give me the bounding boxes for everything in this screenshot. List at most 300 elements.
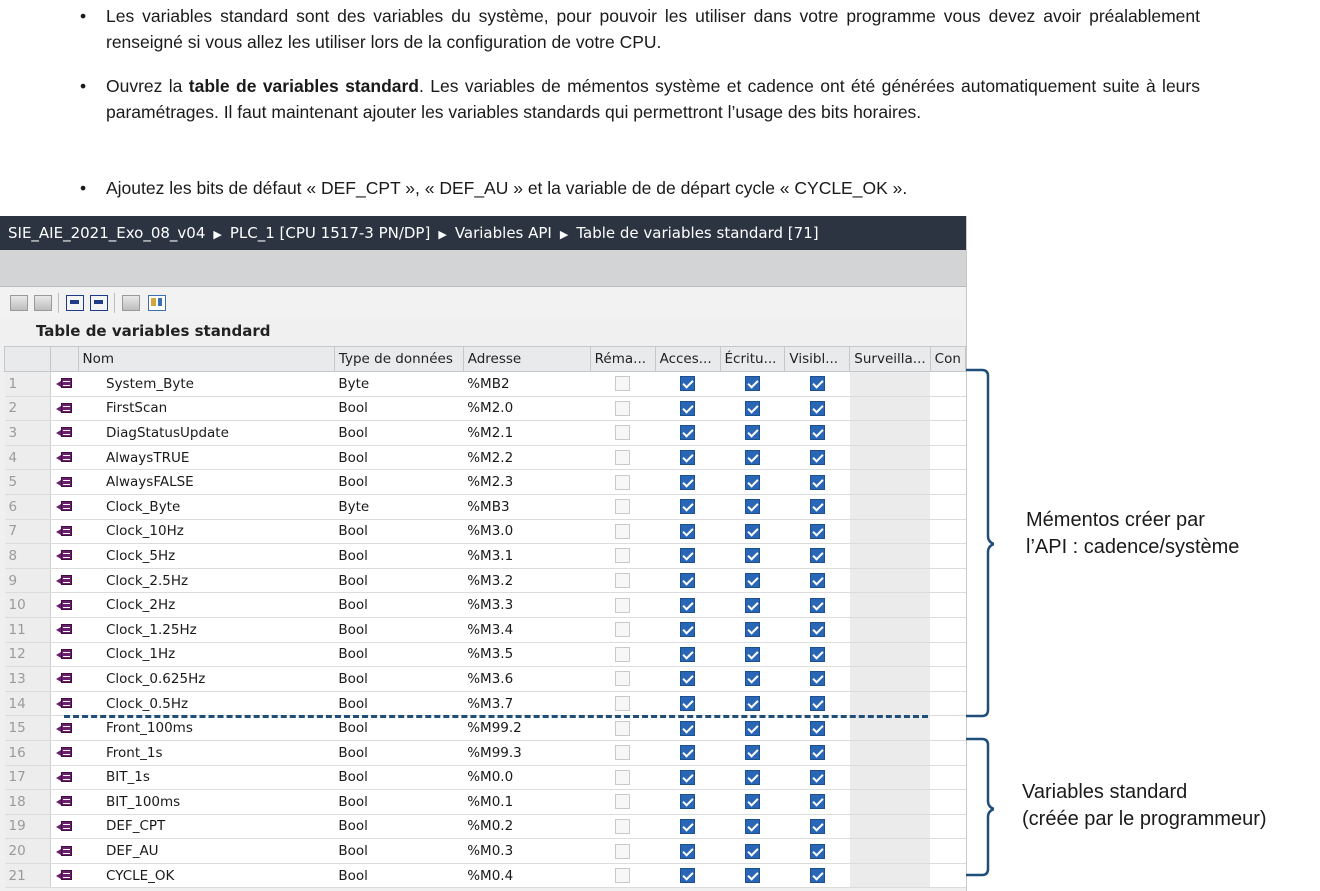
- visible-cell[interactable]: [785, 568, 850, 593]
- address[interactable]: %M2.2: [463, 445, 590, 470]
- address[interactable]: %M0.2: [463, 814, 590, 839]
- write-checkbox[interactable]: [745, 647, 760, 662]
- retain-checkbox[interactable]: [615, 425, 630, 440]
- visible-checkbox[interactable]: [810, 598, 825, 613]
- access-checkbox[interactable]: [680, 548, 695, 563]
- visible-checkbox[interactable]: [810, 868, 825, 883]
- access-cell[interactable]: [655, 544, 720, 569]
- retain-cell[interactable]: [590, 814, 655, 839]
- data-type[interactable]: Bool: [334, 814, 463, 839]
- write-checkbox[interactable]: [745, 819, 760, 834]
- retain-checkbox[interactable]: [615, 868, 630, 883]
- access-checkbox[interactable]: [680, 622, 695, 637]
- separator-dashed-line: [64, 715, 928, 718]
- address[interactable]: %M3.1: [463, 544, 590, 569]
- visible-checkbox[interactable]: [810, 376, 825, 391]
- write-cell[interactable]: [720, 421, 785, 446]
- access-cell[interactable]: [655, 667, 720, 692]
- write-cell[interactable]: [720, 470, 785, 495]
- write-checkbox[interactable]: [745, 524, 760, 539]
- visible-cell[interactable]: [785, 667, 850, 692]
- variable-name[interactable]: DEF_AU: [78, 839, 334, 864]
- write-cell[interactable]: [720, 691, 785, 716]
- row-number: 13: [5, 667, 51, 692]
- write-checkbox[interactable]: [745, 622, 760, 637]
- address[interactable]: %M99.3: [463, 740, 590, 765]
- retain-checkbox[interactable]: [615, 475, 630, 490]
- retain-cell[interactable]: [590, 790, 655, 815]
- variable-name[interactable]: Clock_5Hz: [78, 544, 334, 569]
- data-type[interactable]: Bool: [334, 642, 463, 667]
- access-cell[interactable]: [655, 494, 720, 519]
- variable-name[interactable]: FirstScan: [78, 396, 334, 421]
- visible-checkbox[interactable]: [810, 745, 825, 760]
- data-type[interactable]: Bool: [334, 396, 463, 421]
- write-checkbox[interactable]: [745, 475, 760, 490]
- visible-checkbox[interactable]: [810, 721, 825, 736]
- breadcrumb-arrow-icon: ▶: [559, 228, 569, 241]
- table-row[interactable]: [5, 494, 966, 519]
- col-header-comment[interactable]: Con: [930, 347, 965, 372]
- access-checkbox[interactable]: [680, 696, 695, 711]
- write-cell[interactable]: [720, 396, 785, 421]
- access-checkbox[interactable]: [680, 598, 695, 613]
- comment[interactable]: [930, 667, 965, 692]
- data-type[interactable]: Byte: [334, 372, 463, 397]
- data-type[interactable]: Bool: [334, 839, 463, 864]
- retain-checkbox[interactable]: [615, 696, 630, 711]
- retain-checkbox[interactable]: [615, 819, 630, 834]
- comment[interactable]: [930, 544, 965, 569]
- retain-cell[interactable]: [590, 494, 655, 519]
- visible-checkbox[interactable]: [810, 524, 825, 539]
- table-row[interactable]: [5, 814, 966, 839]
- comment[interactable]: [930, 396, 965, 421]
- address[interactable]: %M0.0: [463, 765, 590, 790]
- access-checkbox[interactable]: [680, 770, 695, 785]
- table-row[interactable]: [5, 839, 966, 864]
- write-checkbox[interactable]: [745, 598, 760, 613]
- comment[interactable]: [930, 765, 965, 790]
- access-cell[interactable]: [655, 470, 720, 495]
- visible-cell[interactable]: [785, 765, 850, 790]
- table-row[interactable]: [5, 863, 966, 888]
- breadcrumb-project[interactable]: SIE_AIE_2021_Exo_08_v04: [8, 224, 206, 242]
- retain-checkbox[interactable]: [615, 770, 630, 785]
- retain-cell[interactable]: [590, 396, 655, 421]
- write-checkbox[interactable]: [745, 696, 760, 711]
- address[interactable]: %M2.1: [463, 421, 590, 446]
- retain-checkbox[interactable]: [615, 794, 630, 809]
- retain-cell[interactable]: [590, 617, 655, 642]
- access-cell[interactable]: [655, 445, 720, 470]
- retain-cell[interactable]: [590, 642, 655, 667]
- address[interactable]: %MB3: [463, 494, 590, 519]
- access-checkbox[interactable]: [680, 844, 695, 859]
- retain-cell[interactable]: [590, 519, 655, 544]
- insert-row-icon[interactable]: [34, 295, 52, 311]
- variable-name[interactable]: Clock_1.25Hz: [78, 617, 334, 642]
- visible-checkbox[interactable]: [810, 475, 825, 490]
- breadcrumb-plc-tags[interactable]: Variables API: [454, 224, 552, 242]
- visible-checkbox[interactable]: [810, 770, 825, 785]
- write-checkbox[interactable]: [745, 721, 760, 736]
- visible-checkbox[interactable]: [810, 844, 825, 859]
- retain-checkbox[interactable]: [615, 647, 630, 662]
- col-header-visible[interactable]: Visibl...: [785, 347, 850, 372]
- write-cell[interactable]: [720, 445, 785, 470]
- import-icon[interactable]: [90, 295, 108, 311]
- access-checkbox[interactable]: [680, 794, 695, 809]
- table-row[interactable]: [5, 396, 966, 421]
- visible-cell[interactable]: [785, 740, 850, 765]
- address[interactable]: %M3.7: [463, 691, 590, 716]
- monitor-value: [850, 421, 930, 446]
- col-header-name[interactable]: Nom: [78, 347, 334, 372]
- retain-cell[interactable]: [590, 421, 655, 446]
- access-cell[interactable]: [655, 740, 720, 765]
- access-checkbox[interactable]: [680, 376, 695, 391]
- variable-name[interactable]: Clock_1Hz: [78, 642, 334, 667]
- variable-name[interactable]: Clock_Byte: [78, 494, 334, 519]
- write-cell[interactable]: [720, 716, 785, 741]
- col-header-write[interactable]: Écritu...: [720, 347, 785, 372]
- table-row[interactable]: [5, 790, 966, 815]
- data-type[interactable]: Bool: [334, 519, 463, 544]
- address[interactable]: %M3.5: [463, 642, 590, 667]
- retain-cell[interactable]: [590, 839, 655, 864]
- col-header-type[interactable]: Type de données: [334, 347, 463, 372]
- address[interactable]: %M0.3: [463, 839, 590, 864]
- table-row[interactable]: [5, 593, 966, 618]
- address[interactable]: %M2.3: [463, 470, 590, 495]
- access-checkbox[interactable]: [680, 819, 695, 834]
- comment[interactable]: [930, 642, 965, 667]
- write-cell[interactable]: [720, 667, 785, 692]
- retain-checkbox[interactable]: [615, 721, 630, 736]
- retain-cell[interactable]: [590, 716, 655, 741]
- visible-cell[interactable]: [785, 519, 850, 544]
- comment[interactable]: [930, 740, 965, 765]
- variable-name[interactable]: AlwaysTRUE: [78, 445, 334, 470]
- retain-cell[interactable]: [590, 372, 655, 397]
- comment[interactable]: [930, 691, 965, 716]
- visible-cell[interactable]: [785, 839, 850, 864]
- access-checkbox[interactable]: [680, 745, 695, 760]
- visible-cell[interactable]: [785, 372, 850, 397]
- visible-cell[interactable]: [785, 790, 850, 815]
- visible-cell[interactable]: [785, 421, 850, 446]
- access-checkbox[interactable]: [680, 721, 695, 736]
- write-cell[interactable]: [720, 519, 785, 544]
- access-checkbox[interactable]: [680, 573, 695, 588]
- visible-cell[interactable]: [785, 691, 850, 716]
- visible-checkbox[interactable]: [810, 647, 825, 662]
- retain-checkbox[interactable]: [615, 524, 630, 539]
- comment[interactable]: [930, 790, 965, 815]
- retain-cell[interactable]: [590, 445, 655, 470]
- write-checkbox[interactable]: [745, 425, 760, 440]
- visible-checkbox[interactable]: [810, 425, 825, 440]
- visible-cell[interactable]: [785, 716, 850, 741]
- monitor-icon[interactable]: [122, 295, 140, 311]
- data-type[interactable]: Bool: [334, 568, 463, 593]
- visible-cell[interactable]: [785, 470, 850, 495]
- data-type[interactable]: Bool: [334, 445, 463, 470]
- access-cell[interactable]: [655, 839, 720, 864]
- write-cell[interactable]: [720, 790, 785, 815]
- retain-cell[interactable]: [590, 740, 655, 765]
- write-cell[interactable]: [720, 372, 785, 397]
- retain-checkbox[interactable]: [615, 598, 630, 613]
- write-checkbox[interactable]: [745, 573, 760, 588]
- access-checkbox[interactable]: [680, 475, 695, 490]
- data-type[interactable]: Bool: [334, 421, 463, 446]
- table-row[interactable]: [5, 519, 966, 544]
- retain-cell[interactable]: [590, 691, 655, 716]
- access-cell[interactable]: [655, 593, 720, 618]
- retain-checkbox[interactable]: [615, 450, 630, 465]
- variable-name[interactable]: CYCLE_OK: [78, 863, 334, 888]
- access-checkbox[interactable]: [680, 524, 695, 539]
- visible-cell[interactable]: [785, 863, 850, 888]
- retain-cell[interactable]: [590, 863, 655, 888]
- retain-checkbox[interactable]: [615, 401, 630, 416]
- visible-cell[interactable]: [785, 814, 850, 839]
- access-cell[interactable]: [655, 642, 720, 667]
- table-row[interactable]: [5, 691, 966, 716]
- write-checkbox[interactable]: [745, 794, 760, 809]
- address[interactable]: %M3.0: [463, 519, 590, 544]
- access-cell[interactable]: [655, 617, 720, 642]
- visible-checkbox[interactable]: [810, 573, 825, 588]
- access-checkbox[interactable]: [680, 401, 695, 416]
- data-type[interactable]: Bool: [334, 617, 463, 642]
- write-cell[interactable]: [720, 494, 785, 519]
- access-cell[interactable]: [655, 790, 720, 815]
- variable-name[interactable]: BIT_100ms: [78, 790, 334, 815]
- visible-checkbox[interactable]: [810, 696, 825, 711]
- data-type[interactable]: Bool: [334, 740, 463, 765]
- visible-checkbox[interactable]: [810, 401, 825, 416]
- visible-cell[interactable]: [785, 642, 850, 667]
- visible-cell[interactable]: [785, 396, 850, 421]
- address[interactable]: %M99.2: [463, 716, 590, 741]
- comment[interactable]: [930, 494, 965, 519]
- visible-checkbox[interactable]: [810, 450, 825, 465]
- access-checkbox[interactable]: [680, 647, 695, 662]
- retain-checkbox[interactable]: [615, 573, 630, 588]
- write-checkbox[interactable]: [745, 671, 760, 686]
- comment[interactable]: [930, 519, 965, 544]
- variable-name[interactable]: Clock_0.625Hz: [78, 667, 334, 692]
- write-cell[interactable]: [720, 740, 785, 765]
- variable-name[interactable]: BIT_1s: [78, 765, 334, 790]
- address[interactable]: %M3.2: [463, 568, 590, 593]
- write-checkbox[interactable]: [745, 868, 760, 883]
- export-icon[interactable]: [66, 295, 84, 311]
- table-row[interactable]: [5, 470, 966, 495]
- access-cell[interactable]: [655, 396, 720, 421]
- col-header-access[interactable]: Acces...: [655, 347, 720, 372]
- variable-name[interactable]: Clock_10Hz: [78, 519, 334, 544]
- write-checkbox[interactable]: [745, 450, 760, 465]
- access-cell[interactable]: [655, 372, 720, 397]
- retain-checkbox[interactable]: [615, 745, 630, 760]
- access-cell[interactable]: [655, 863, 720, 888]
- data-type[interactable]: Bool: [334, 593, 463, 618]
- retain-cell[interactable]: [590, 544, 655, 569]
- retain-cell[interactable]: [590, 470, 655, 495]
- breadcrumb-tag-table[interactable]: Table de variables standard [71]: [576, 224, 819, 242]
- retain-checkbox[interactable]: [615, 844, 630, 859]
- address[interactable]: %MB2: [463, 372, 590, 397]
- breadcrumb-plc[interactable]: PLC_1 [CPU 1517-3 PN/DP]: [229, 224, 431, 242]
- variable-name[interactable]: AlwaysFALSE: [78, 470, 334, 495]
- access-checkbox[interactable]: [680, 671, 695, 686]
- visible-cell[interactable]: [785, 445, 850, 470]
- data-type[interactable]: Bool: [334, 544, 463, 569]
- visible-cell[interactable]: [785, 617, 850, 642]
- retain-cell[interactable]: [590, 765, 655, 790]
- table-row[interactable]: [5, 568, 966, 593]
- visible-checkbox[interactable]: [810, 819, 825, 834]
- col-header-address[interactable]: Adresse: [463, 347, 590, 372]
- address[interactable]: %M3.6: [463, 667, 590, 692]
- access-checkbox[interactable]: [680, 868, 695, 883]
- data-type[interactable]: Bool: [334, 470, 463, 495]
- comment[interactable]: [930, 593, 965, 618]
- variable-name[interactable]: DEF_CPT: [78, 814, 334, 839]
- variable-name[interactable]: Clock_0.5Hz: [78, 691, 334, 716]
- data-type[interactable]: Bool: [334, 667, 463, 692]
- variable-name[interactable]: System_Byte: [78, 372, 334, 397]
- access-checkbox[interactable]: [680, 450, 695, 465]
- retain-checkbox[interactable]: [615, 671, 630, 686]
- access-cell[interactable]: [655, 716, 720, 741]
- retain-cell[interactable]: [590, 667, 655, 692]
- table-row[interactable]: [5, 716, 966, 741]
- table-row[interactable]: [5, 544, 966, 569]
- comment[interactable]: [930, 568, 965, 593]
- col-header-retain[interactable]: Réma...: [590, 347, 655, 372]
- comment[interactable]: [930, 814, 965, 839]
- variable-tag-icon: [56, 501, 73, 512]
- access-checkbox[interactable]: [680, 425, 695, 440]
- visible-cell[interactable]: [785, 494, 850, 519]
- address[interactable]: %M2.0: [463, 396, 590, 421]
- access-cell[interactable]: [655, 519, 720, 544]
- retain-cell[interactable]: [590, 568, 655, 593]
- data-type[interactable]: Bool: [334, 790, 463, 815]
- visible-checkbox[interactable]: [810, 499, 825, 514]
- col-header-monitor[interactable]: Surveilla...: [850, 347, 930, 372]
- visible-cell[interactable]: [785, 593, 850, 618]
- comment[interactable]: [930, 716, 965, 741]
- comment[interactable]: [930, 839, 965, 864]
- write-cell[interactable]: [720, 642, 785, 667]
- data-type[interactable]: Bool: [334, 863, 463, 888]
- table-row[interactable]: [5, 421, 966, 446]
- write-cell[interactable]: [720, 863, 785, 888]
- visible-checkbox[interactable]: [810, 671, 825, 686]
- data-type[interactable]: Bool: [334, 765, 463, 790]
- properties-icon[interactable]: [148, 295, 166, 311]
- access-checkbox[interactable]: [680, 499, 695, 514]
- table-row[interactable]: [5, 617, 966, 642]
- visible-cell[interactable]: [785, 544, 850, 569]
- system-annotation-line2: l’API : cadence/système: [1026, 536, 1240, 558]
- retain-checkbox[interactable]: [615, 622, 630, 637]
- monitor-value: [850, 667, 930, 692]
- table-row[interactable]: [5, 765, 966, 790]
- variable-name[interactable]: Front_1s: [78, 740, 334, 765]
- comment[interactable]: [930, 470, 965, 495]
- table-row[interactable]: [5, 667, 966, 692]
- write-checkbox[interactable]: [745, 376, 760, 391]
- visible-checkbox[interactable]: [810, 622, 825, 637]
- comment[interactable]: [930, 863, 965, 888]
- variable-name[interactable]: Front_100ms: [78, 716, 334, 741]
- retain-checkbox[interactable]: [615, 548, 630, 563]
- write-cell[interactable]: [720, 617, 785, 642]
- comment[interactable]: [930, 372, 965, 397]
- write-checkbox[interactable]: [745, 401, 760, 416]
- access-cell[interactable]: [655, 691, 720, 716]
- data-type[interactable]: Bool: [334, 691, 463, 716]
- write-checkbox[interactable]: [745, 548, 760, 563]
- write-checkbox[interactable]: [745, 745, 760, 760]
- access-cell[interactable]: [655, 814, 720, 839]
- table-row[interactable]: [5, 445, 966, 470]
- variable-name[interactable]: Clock_2Hz: [78, 593, 334, 618]
- retain-checkbox[interactable]: [615, 376, 630, 391]
- comment[interactable]: [930, 617, 965, 642]
- write-cell[interactable]: [720, 593, 785, 618]
- write-cell[interactable]: [720, 568, 785, 593]
- write-cell[interactable]: [720, 839, 785, 864]
- access-cell[interactable]: [655, 568, 720, 593]
- write-checkbox[interactable]: [745, 499, 760, 514]
- access-cell[interactable]: [655, 765, 720, 790]
- access-cell[interactable]: [655, 421, 720, 446]
- variable-name[interactable]: DiagStatusUpdate: [78, 421, 334, 446]
- address[interactable]: %M0.1: [463, 790, 590, 815]
- write-cell[interactable]: [720, 765, 785, 790]
- comment[interactable]: [930, 421, 965, 446]
- table-row[interactable]: [5, 642, 966, 667]
- table-row[interactable]: [5, 372, 966, 397]
- data-type[interactable]: Bool: [334, 716, 463, 741]
- row-number: 3: [5, 421, 51, 446]
- table-row[interactable]: [5, 740, 966, 765]
- retain-cell[interactable]: [590, 593, 655, 618]
- write-checkbox[interactable]: [745, 770, 760, 785]
- address[interactable]: %M3.4: [463, 617, 590, 642]
- write-cell[interactable]: [720, 814, 785, 839]
- comment[interactable]: [930, 445, 965, 470]
- variable-name[interactable]: Clock_2.5Hz: [78, 568, 334, 593]
- write-cell[interactable]: [720, 544, 785, 569]
- address[interactable]: %M0.4: [463, 863, 590, 888]
- address[interactable]: %M3.3: [463, 593, 590, 618]
- visible-checkbox[interactable]: [810, 794, 825, 809]
- retain-checkbox[interactable]: [615, 499, 630, 514]
- visible-checkbox[interactable]: [810, 548, 825, 563]
- add-row-icon[interactable]: [10, 295, 28, 311]
- write-checkbox[interactable]: [745, 844, 760, 859]
- data-type[interactable]: Byte: [334, 494, 463, 519]
